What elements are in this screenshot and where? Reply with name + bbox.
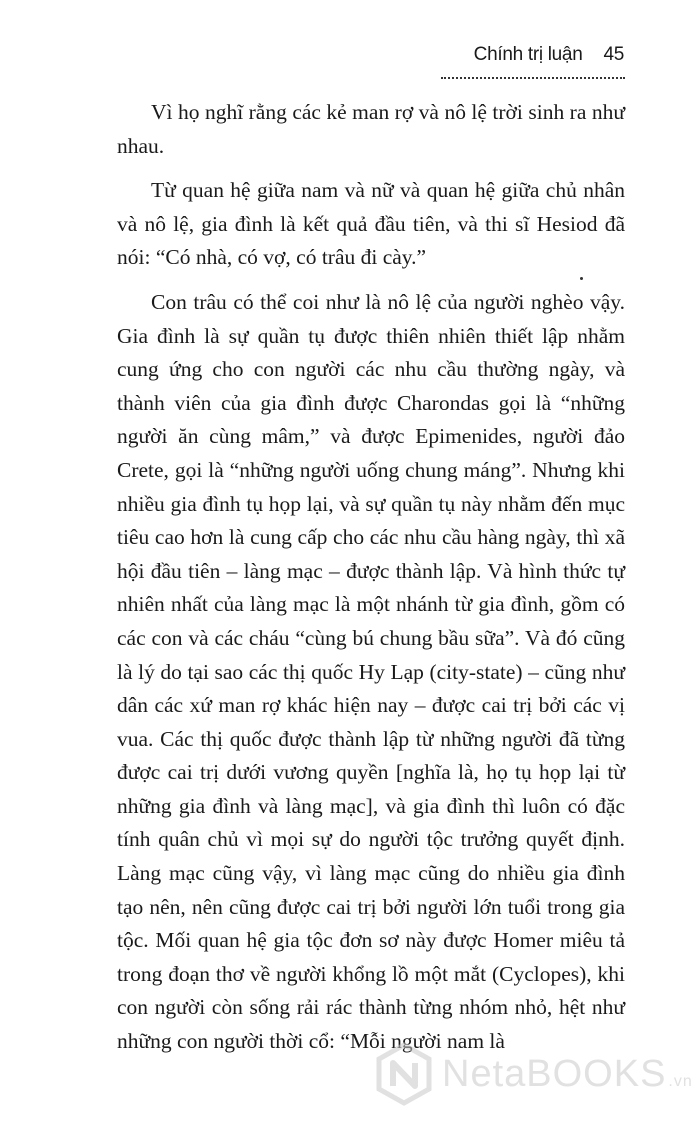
paragraph-1: Vì họ nghĩ rằng các kẻ man rợ và nô lệ trời sinh ra như nhau. [117,100,625,158]
watermark-text [442,1053,693,1096]
netabooks-watermark [372,1034,693,1114]
body-text [117,96,625,1059]
page-number: 45 [603,44,624,65]
chapter-title: Chính trị luận [473,44,583,65]
header-dotted-rule [441,77,625,79]
watermark-brand: NetaBOOKS [442,1052,667,1095]
watermark-suffix: .vn [668,1072,693,1090]
running-header [474,44,624,66]
netabooks-logo-icon [372,1042,436,1106]
paragraph-2: Từ quan hệ giữa nam và nữ và quan hệ giữa chủ nhân và nô lệ, gia đình là kết quả đầu tiên, và thi sĩ Hesiod đã nói: “Có nhà, có vợ, có trâu đi cày.” [117,178,625,270]
print-speck [580,277,583,280]
paragraph-3: Con trâu có thể coi như là nô lệ của người nghèo vậy. Gia đình là sự quần tụ được thiên nhiên thiết lập nhằm cung ứng cho con người các nhu cầu thường ngày, và thành viên của gia đình được Charondas gọi là “những người ăn cùng mâm,” và được Epimenides, người đảo Crete, gọi là “những người uống chung máng”. Nhưng khi nhiều gia đình tụ họp lại, và sự quần tụ này nhằm đến mục tiêu cao hơn là cung cấp cho các nhu cầu hàng ngày, thì xã hội đầu tiên – làng mạc – được thành lập. Và hình thức tự nhiên nhất của làng mạc là một nhánh từ gia đình, gồm có các con và các cháu “cùng bú chung bầu sữa”. Và đó cũng là lý do tại sao các thị quốc Hy Lạp (city-state) – cũng như dân các xứ man rợ khác hiện nay – được cai trị bởi các vị vua. Các thị quốc được thành lập từ những người đã từng được cai trị dưới vương quyền [nghĩa là, họ tụ họp lại từ những gia đình và làng mạc], và gia đình thì luôn có đặc tính quân chủ vì mọi sự do người tộc trưởng quyết định. Làng mạc cũng vậy, vì làng mạc cũng do nhiều gia đình tạo nên, nên cũng được cai trị bởi người lớn tuổi trong gia tộc. Mối quan hệ gia tộc đơn sơ này được Homer miêu tả trong đoạn thơ về người khổng lồ một mắt (Cyclopes), khi con người còn sống rải rác thành từng nhóm nhỏ, hệt như những con người thời cổ: “Mỗi người nam là [117,289,625,1054]
